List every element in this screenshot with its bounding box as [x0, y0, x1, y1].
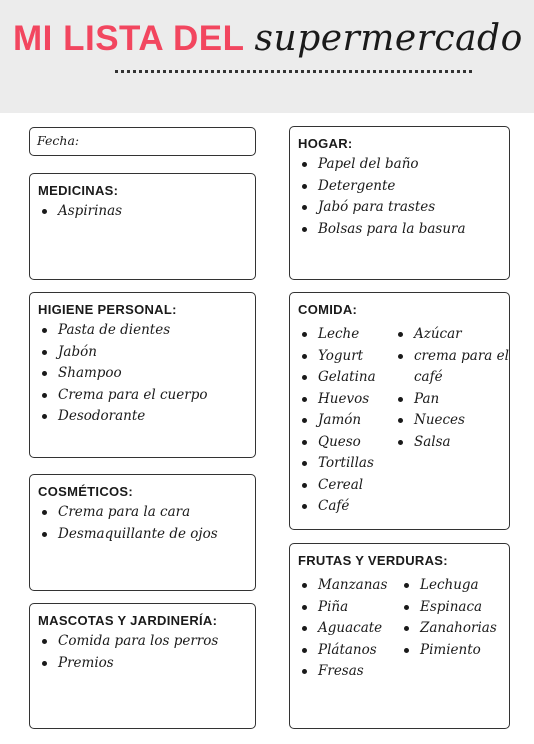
hogar-list — [290, 154, 509, 240]
cosmeticos-title: COSMÉTICOS: — [38, 484, 134, 499]
list-item: Bolsas para la basura — [290, 219, 509, 241]
frutas-list-col1 — [290, 575, 387, 683]
list-item: crema para el — [386, 346, 509, 368]
title-script: supermercado — [254, 18, 523, 59]
list-item: Huevos — [290, 389, 376, 411]
list-item: Jamón — [290, 410, 376, 432]
medicinas-list — [30, 201, 255, 223]
list-item: Gelatina — [290, 367, 376, 389]
list-item: Aguacate — [290, 618, 387, 640]
frutas-title: FRUTAS Y VERDURAS: — [298, 553, 448, 568]
list-item: Piña — [290, 597, 387, 619]
list-item: Comida para los perros — [30, 631, 255, 653]
hogar-box — [289, 126, 510, 280]
list-item: Espinaca — [392, 597, 497, 619]
hogar-title: HOGAR: — [298, 136, 353, 151]
frutas-list-col2 — [392, 575, 497, 661]
medicinas-box — [29, 173, 256, 280]
list-item-continued: café — [414, 369, 443, 385]
medicinas-title: MEDICINAS: — [38, 183, 119, 198]
list-item: Lechuga — [392, 575, 497, 597]
list-item: Premios — [30, 653, 255, 675]
list-item: Pimiento — [392, 640, 497, 662]
fecha-label: Fecha: — [37, 133, 80, 148]
list-item: Jabón — [30, 342, 255, 364]
list-item: Nueces — [386, 410, 509, 432]
list-item: Tortillas — [290, 453, 376, 475]
list-item: Desodorante — [30, 406, 255, 428]
cosmeticos-list — [30, 502, 255, 545]
list-item: Jabó para trastes — [290, 197, 509, 219]
list-item: Azúcar — [386, 324, 509, 346]
list-item: Desmaquillante de ojos — [30, 524, 255, 546]
page-title — [13, 18, 523, 59]
comida-title: COMIDA: — [298, 302, 358, 317]
list-item: Pan — [386, 389, 509, 411]
list-item: Papel del baño — [290, 154, 509, 176]
list-item: Plátanos — [290, 640, 387, 662]
dotted-divider — [115, 70, 472, 73]
list-item: Cereal — [290, 475, 376, 497]
list-item: Leche — [290, 324, 376, 346]
list-item: Zanahorias — [392, 618, 497, 640]
mascotas-box — [29, 603, 256, 729]
comida-list-col1 — [290, 324, 376, 518]
list-item: Café — [290, 496, 376, 518]
comida-box — [289, 292, 510, 530]
higiene-box — [29, 292, 256, 458]
list-item: Yogurt — [290, 346, 376, 368]
list-item: Aspirinas — [30, 201, 255, 223]
mascotas-title: MASCOTAS Y JARDINERÍA: — [38, 613, 218, 628]
list-item: Detergente — [290, 176, 509, 198]
list-item: Pasta de dientes — [30, 320, 255, 342]
frutas-box — [289, 543, 510, 729]
fecha-box[interactable] — [29, 127, 256, 156]
list-item: Shampoo — [30, 363, 255, 385]
higiene-title: HIGIENE PERSONAL: — [38, 302, 177, 317]
list-item: Queso — [290, 432, 376, 454]
comida-list-col2 — [386, 324, 509, 453]
mascotas-list — [30, 631, 255, 674]
list-item: Crema para la cara — [30, 502, 255, 524]
title-main: MI LISTA DEL — [13, 19, 245, 58]
higiene-list — [30, 320, 255, 428]
cosmeticos-box — [29, 474, 256, 591]
list-item: Fresas — [290, 661, 387, 683]
list-item: Manzanas — [290, 575, 387, 597]
header-banner — [0, 0, 534, 113]
list-item: Crema para el cuerpo — [30, 385, 255, 407]
list-item: Salsa — [386, 432, 509, 454]
